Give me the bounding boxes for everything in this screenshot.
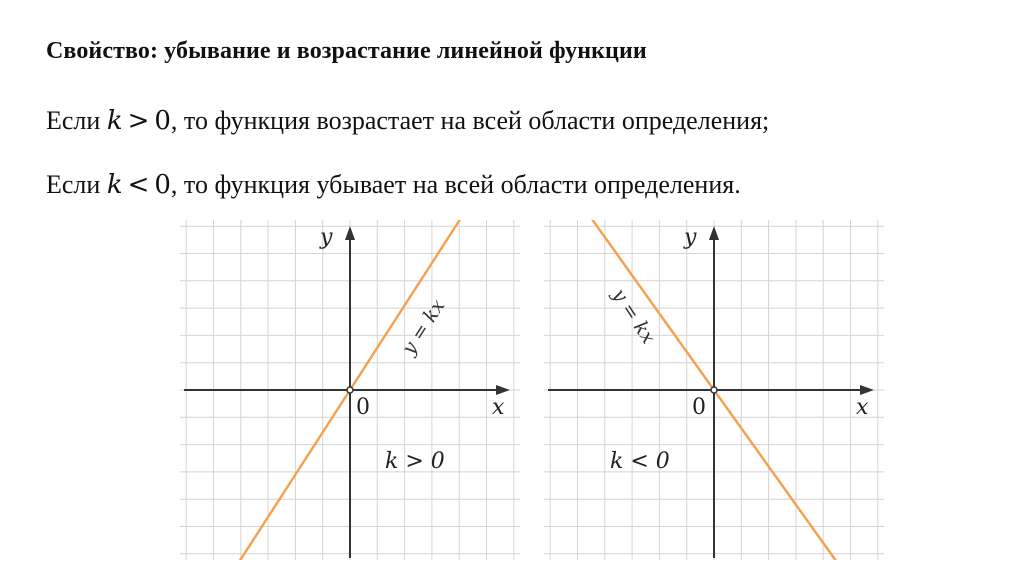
math-inequality bbox=[107, 106, 171, 136]
math-value: 0 bbox=[154, 106, 171, 136]
statement-suffix: , то функция убывает на всей области определения. bbox=[170, 170, 741, 199]
statement-suffix: , то функция возрастает на всей области определения; bbox=[170, 106, 770, 135]
origin-point bbox=[347, 387, 353, 393]
condition-label: k > 0 bbox=[385, 449, 445, 474]
y-axis-arrow bbox=[709, 226, 719, 240]
origin-point bbox=[711, 387, 717, 393]
math-inequality bbox=[107, 170, 171, 200]
condition-label: k < 0 bbox=[610, 449, 670, 474]
y-axis-arrow bbox=[345, 226, 355, 240]
slide-title: Свойство: убывание и возрастание линейной функции bbox=[46, 38, 647, 64]
origin-label: 0 bbox=[356, 395, 370, 420]
graph-increasing-svg bbox=[180, 220, 520, 560]
y-axis-label: y bbox=[684, 225, 697, 250]
y-axis-label: y bbox=[320, 225, 333, 250]
x-axis-arrow bbox=[496, 385, 510, 395]
x-axis-label: x bbox=[856, 395, 869, 420]
graph-decreasing-svg bbox=[544, 220, 884, 560]
statement-increasing bbox=[46, 106, 769, 136]
graph-decreasing bbox=[544, 220, 884, 560]
graph-increasing bbox=[180, 220, 520, 560]
line-equation-label: y = kx bbox=[397, 295, 450, 359]
x-axis-label: x bbox=[492, 395, 505, 420]
origin-label: 0 bbox=[692, 395, 706, 420]
statement-prefix: Если bbox=[46, 106, 101, 135]
statement-prefix: Если bbox=[46, 170, 101, 199]
math-relation: > bbox=[127, 106, 150, 136]
x-axis-arrow bbox=[860, 385, 874, 395]
math-variable: k bbox=[106, 106, 123, 136]
math-relation: < bbox=[127, 170, 150, 200]
statement-decreasing bbox=[46, 170, 741, 200]
math-value: 0 bbox=[154, 170, 171, 200]
math-variable: k bbox=[106, 170, 123, 200]
line-equation-label: y = kx bbox=[607, 284, 660, 348]
